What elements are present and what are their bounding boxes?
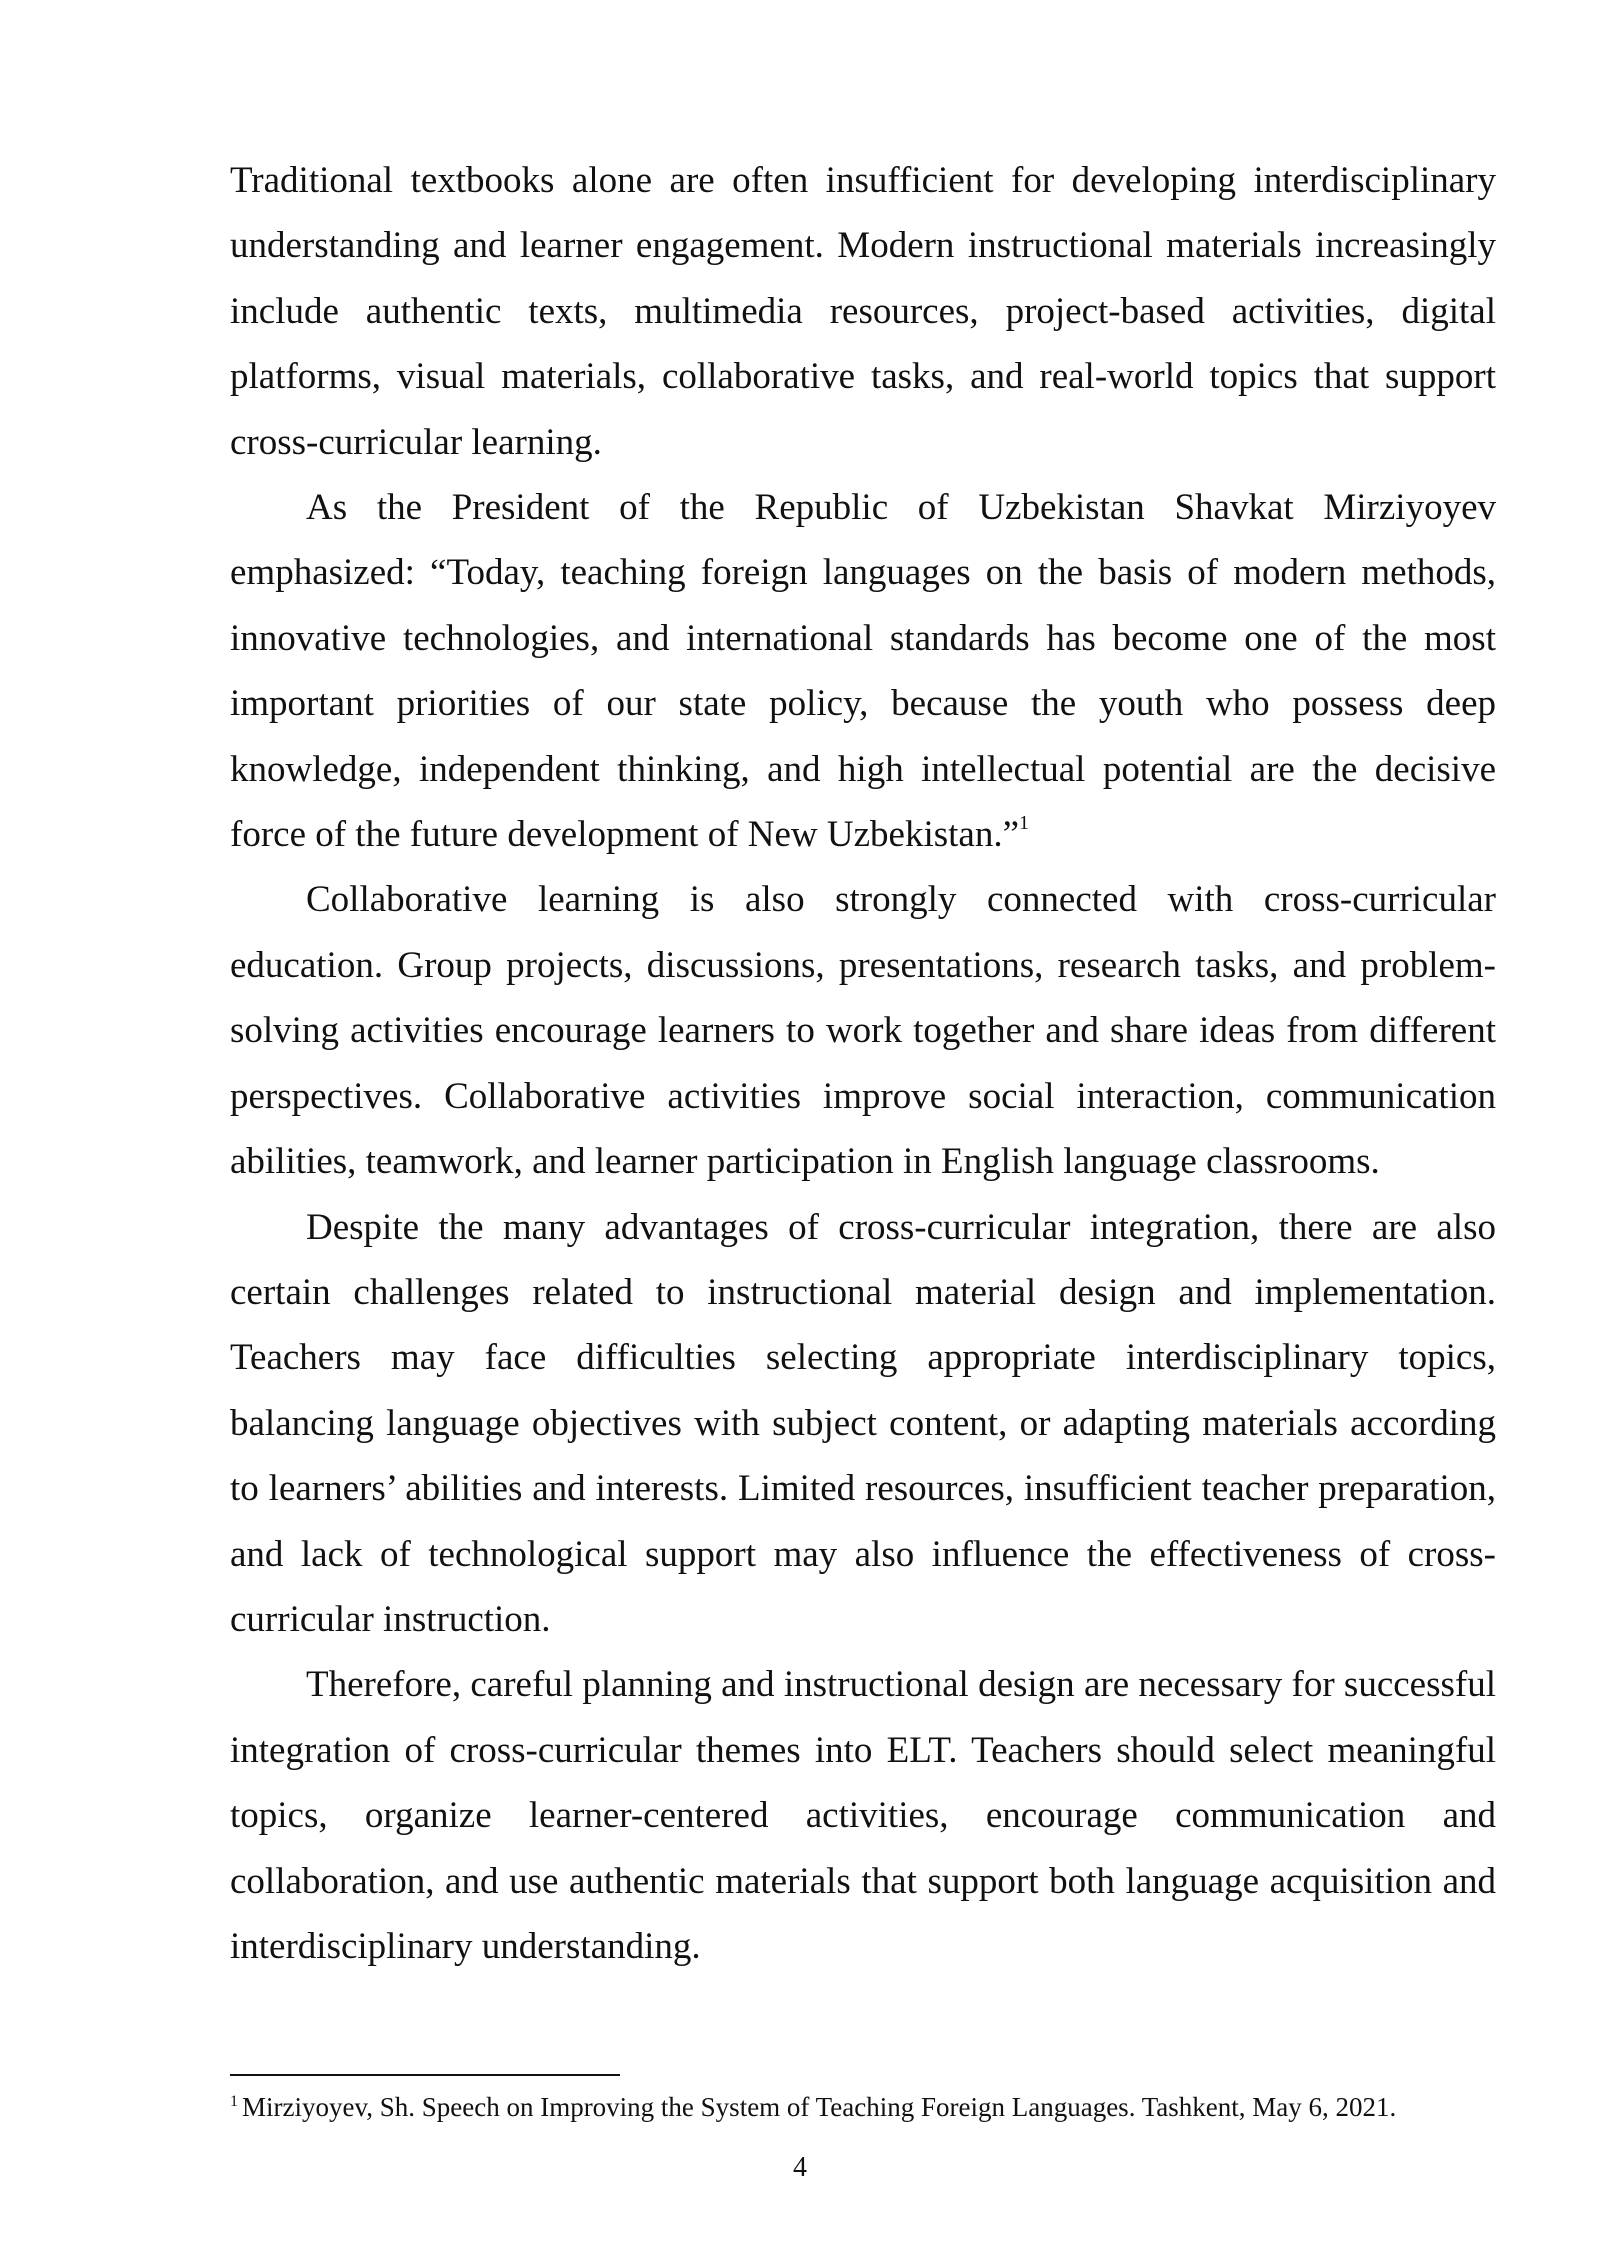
footnote-text: Mirziyoyev, Sh. Speech on Improving the System of Teaching Foreign Languages. Tashkent, May 6, 2021. [242, 2092, 1397, 2122]
paragraph-2-text: As the President of the Republic of Uzbekistan Shavkat Mirziyoyev emphasized: “Today, teaching foreign languages on the basis of modern methods, innovative technologies, and international standards has become one of the most important priorities of our state policy, because the youth who possess deep knowledge, independent thinking, and high intellectual potential are the decisive force of the future development of New Uzbekistan.” [230, 487, 1496, 856]
paragraph-4-text: Despite the many advantages of cross-curricular integration, there are also certain challenges related to instructional material design and implementation. Teachers may face difficulties selecting appropriate interdisciplinary topics, balancing language objectives with subject content, or adapting materials according to learners’ abilities and interests. Limited resources, insufficient teacher preparation, and lack of technological support may also influence the effectiveness of cross-curricular instruction. [230, 1206, 1496, 1640]
footnote-marker: 1 [230, 2093, 238, 2110]
footnote-separator [230, 2074, 620, 2076]
paragraph-4 [230, 1195, 1496, 1653]
paragraph-3 [230, 867, 1496, 1194]
footnote [230, 2088, 1496, 2126]
paragraph-5-text: Therefore, careful planning and instructional design are necessary for successful integration of cross-curricular themes into ELT. Teachers should select meaningful topics, organize learner-centered activities, encourage communication and collaboration, and use authentic materials that support both language acquisition and interdisciplinary understanding. [230, 1664, 1496, 1967]
paragraph-1 [230, 148, 1496, 475]
paragraph-5 [230, 1652, 1496, 1979]
body-text [230, 148, 1496, 1979]
paragraph-2 [230, 475, 1496, 867]
footnote-reference[interactable]: 1 [1019, 811, 1030, 834]
page-number: 4 [793, 2152, 807, 2183]
paragraph-3-text: Collaborative learning is also strongly connected with cross-curricular education. Group projects, discussions, presentations, research tasks, and problem-solving activities encourage learners to work together and share ideas from different perspectives. Collaborative activities improve social interaction, communication abilities, teamwork, and learner participation in English language classrooms. [230, 879, 1496, 1183]
paragraph-1-text: Traditional textbooks alone are often insufficient for developing interdisciplinary understanding and learner engagement. Modern instructional materials increasingly include authentic texts, multimedia resources, project-based activities, digital platforms, visual materials, collaborative tasks, and real-world topics that support cross-curricular learning. [230, 160, 1496, 463]
